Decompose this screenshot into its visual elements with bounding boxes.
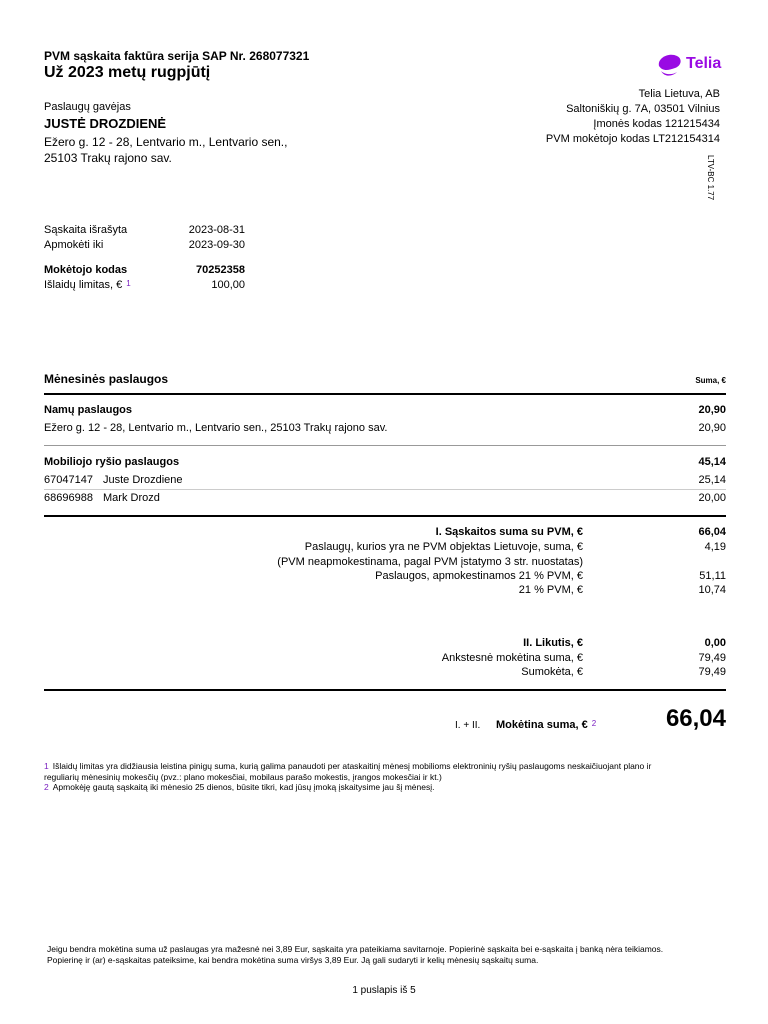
home-address-value: 20,90 <box>698 422 726 434</box>
footnote-2-text: Apmokėję gautą sąskaitą iki mėnesio 25 dienos, būsite tikri, kad jūsų įmoką įskaitysime jau šį mėnesį. <box>52 782 435 792</box>
company-vat-code: PVM mokėtojo kodas LT212154314 <box>545 133 720 145</box>
footnote-2 <box>44 782 734 793</box>
company-name: Telia Lietuva, AB <box>638 88 720 100</box>
payer-code-value: 70252358 <box>196 264 245 276</box>
final-label <box>496 719 596 731</box>
mobile-services-label: Mobiliojo ryšio paslaugos <box>44 456 180 468</box>
invoice-series: PVM sąskaita faktūra serija SAP Nr. 268077321 <box>44 49 310 63</box>
company-address: Saltoniškių g. 7A, 03501 Vilnius <box>566 103 720 115</box>
sum-header: Suma, € <box>695 376 726 385</box>
taxable-value: 51,11 <box>699 570 726 582</box>
total-i-value: 66,04 <box>698 526 726 538</box>
mobile-services-total: 45,14 <box>698 456 726 468</box>
paid-value: 79,49 <box>698 666 726 678</box>
vat-label: 21 % PVM, € <box>518 584 583 596</box>
nonvat-value: 4,19 <box>704 541 726 553</box>
final-amount: 66,04 <box>665 705 726 732</box>
bottom-note <box>47 944 737 966</box>
nonvat-label: Paslaugų, kurios yra ne PVM objektas Lietuvoje, suma, € <box>304 541 583 553</box>
bottom-note-line-1: Jeigu bendra mokėtina suma už paslaugas yra mažesnė nei 3,89 Eur, sąskaita yra pateikiama savitarnoje. Popierinė sąskaita bei e-sąskaita į banką nėra teikiamos. <box>47 944 664 954</box>
balance-label: II. Likutis, € <box>523 637 583 649</box>
limit-value: 100,00 <box>211 279 245 291</box>
issued-label: Sąskaita išrašyta <box>44 224 128 236</box>
issued-value: 2023-08-31 <box>188 224 245 236</box>
mobile-line-value: 25,14 <box>698 474 726 486</box>
page-number: 1 puslapis iš 5 <box>352 985 416 996</box>
services-title: Mėnesinės paslaugos <box>44 372 169 386</box>
mobile-line-number: 67047147 <box>44 474 93 486</box>
footnote-1-text-a: Išlaidų limitas yra didžiausia leistina pinigų suma, kurią galima panaudoti per ataskaitinį mėnesį mobilioms elektroninių ryšių paslaugoms neskaičiuojant plano ir <box>52 761 652 771</box>
limit-label <box>44 279 131 291</box>
footnote-ref-1: 1 <box>126 279 131 288</box>
home-address: Ežero g. 12 - 28, Lentvario m., Lentvario sen., 25103 Trakų rajono sav. <box>44 422 388 434</box>
services-divider <box>44 393 726 395</box>
mobile-line-name: Juste Drozdiene <box>103 474 183 486</box>
mobile-line-value: 20,00 <box>698 492 726 504</box>
paid-label: Sumokėta, € <box>521 666 583 678</box>
recipient-label: Paslaugų gavėjas <box>44 101 131 113</box>
telia-pebble-icon <box>655 52 683 78</box>
limit-label-text: Išlaidų limitas, € <box>44 279 123 291</box>
telia-logo <box>655 52 727 78</box>
address-line-2: 25103 Trakų rajono sav. <box>44 151 172 165</box>
payer-code-label: Mokėtojo kodas <box>44 264 128 276</box>
taxable-label: Paslaugos, apmokestinamos 21 % PVM, € <box>375 570 583 582</box>
due-value: 2023-09-30 <box>188 239 245 251</box>
total-i-label: I. Sąskaitos suma su PVM, € <box>435 526 583 538</box>
recipient-name: JUSTĖ DROZDIENĖ <box>44 116 167 131</box>
footnote-ref-2: 2 <box>591 719 597 728</box>
footnote-1-text-b: reguliarių mėnesinių mokesčių (pvz.: plano mokesčiai, mobilaus parašo mokestis, įrangos mokesčiai ir kt.) <box>44 771 442 782</box>
logo-text: Telia <box>686 55 722 72</box>
footnote-1 <box>44 761 734 772</box>
billing-period: Už 2023 metų rugpjūtį <box>44 64 211 81</box>
balance-value: 0,00 <box>704 637 726 649</box>
mobile-line-divider <box>44 489 726 490</box>
footnote-2-number: 2 <box>44 782 49 792</box>
address-line-1: Ežero g. 12 - 28, Lentvario m., Lentvario sen., <box>44 135 288 149</box>
totals-divider <box>44 689 726 691</box>
home-services-total: 20,90 <box>698 404 726 416</box>
nonvat-note: (PVM neapmokestinama, pagal PVM įstatymo 3 str. nuostatas) <box>277 556 583 568</box>
previous-due-label: Ankstesnė mokėtina suma, € <box>441 652 583 664</box>
vat-value: 10,74 <box>698 584 726 596</box>
mobile-line-name: Mark Drozd <box>103 492 160 504</box>
home-services-label: Namų paslaugos <box>44 404 133 416</box>
footnote-1-number: 1 <box>44 761 49 771</box>
previous-due-value: 79,49 <box>698 652 726 664</box>
bottom-note-line-2: Popierinę ir (ar) e-sąskaitas pateiksime, kai bendra mokėtina suma viršys 3,89 Eur. Ją gali sudaryti ir kelių mėnesių sąskaitų suma. <box>47 955 539 965</box>
company-code: Įmonės kodas 121215434 <box>593 118 720 130</box>
final-prefix: I. + II. <box>455 720 481 731</box>
recipient-address <box>44 134 287 166</box>
due-label: Apmokėti iki <box>44 239 104 251</box>
services-end-divider <box>44 515 726 517</box>
mobile-line-number: 68696988 <box>44 492 93 504</box>
side-code: LTV-BC 1.77 <box>706 155 715 201</box>
footnotes <box>44 761 734 793</box>
final-label-text: Mokėtina suma, € <box>496 719 588 731</box>
home-divider <box>44 445 726 446</box>
company-block <box>546 87 720 147</box>
